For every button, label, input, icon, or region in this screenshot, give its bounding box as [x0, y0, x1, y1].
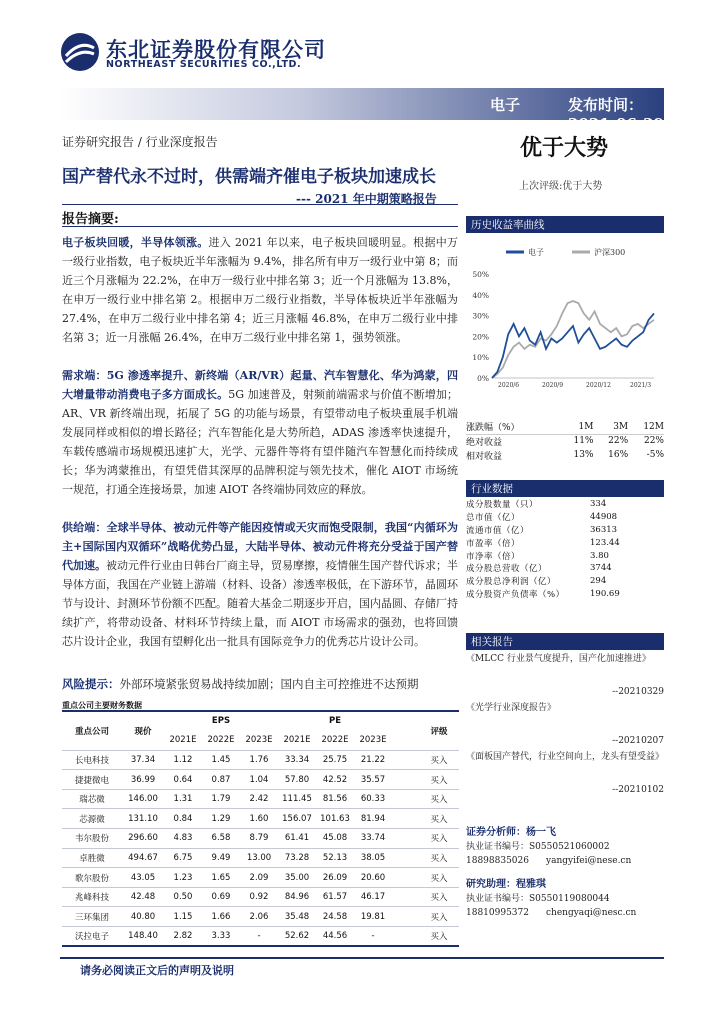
related-report-date: --20210207: [612, 736, 664, 746]
industry-value: 123.44: [590, 537, 620, 548]
y-tick-label: 20%: [472, 332, 489, 342]
perf-header: 12M: [628, 420, 664, 434]
analyst-phone: 18898835026: [466, 856, 529, 866]
table-cell: 13.00: [246, 852, 272, 863]
table-cell: 1.79: [211, 794, 231, 805]
series-line: [492, 301, 654, 378]
industry-value: 44908: [590, 512, 618, 523]
x-tick-label: 2020/12: [586, 382, 611, 389]
industry-key: 市盈率（倍）: [466, 538, 521, 549]
table-cell: 73.28: [284, 852, 310, 863]
table-cell: 2.82: [173, 931, 193, 942]
industry-value: 3744: [590, 563, 612, 574]
year-header: 2021E: [169, 735, 197, 746]
related-report[interactable]: [466, 652, 664, 701]
related-reports: [466, 652, 664, 799]
chart-heading: 历史收益率曲线: [466, 216, 664, 233]
table-cell: 2.42: [249, 794, 269, 805]
x-tick-label: 2020/6: [498, 382, 520, 389]
paragraph-lead: 供给端：全球半导体、被动元件等产能因疫情或天灾而饱受限制，我国“内循环为主+国际国内双循环”战略优势凸显，大陆半导体、被动元件将充分受益于国产替代加速。: [62, 521, 458, 572]
table-cell: 20.60: [360, 872, 386, 883]
paragraph-text: 被动元件行业由日韩台厂商主导，贸易摩擦，疫情催生国产替代诉求；半导体方面，我国在产业链上游端（材料、设备）渗透率极低，在下游环节，晶圆环节与设计、封测环节份额不匹配。随着大基金二期逐步开启，国内晶圆、存储厂持续扩产，将带动设备、材料环节持续上量，而 AIOT 市场需求的强劲，也将回馈芯片设计企业，我国有望孵化出一批具有国际竞争力的优秀芯片设计公司。: [62, 559, 458, 648]
table-cell: 24.58: [322, 911, 348, 922]
table-cell: 9.49: [211, 852, 231, 863]
fin-table-title: 重点公司主要财务数据: [62, 700, 142, 710]
table-cell: 1.65: [211, 872, 231, 883]
industry-heading: 行业数据: [466, 480, 664, 497]
table-cell: 0.92: [249, 892, 269, 903]
industry-row: [466, 511, 664, 524]
industry-key: 流通市值（亿）: [466, 525, 530, 536]
table-row: [62, 907, 459, 927]
table-cell: 0.50: [173, 892, 193, 903]
table-cell: 60.33: [360, 794, 386, 805]
table-cell: 21.22: [360, 754, 386, 765]
industry-value: 3.80: [590, 550, 609, 561]
industry-key: 成分股数量（只）: [466, 500, 539, 511]
table-cell: 35.48: [284, 911, 310, 922]
perf-cell: 绝对收益: [466, 437, 503, 448]
table-row: [62, 848, 459, 868]
report-subtitle: --- 2021 年中期策略报告: [296, 192, 437, 206]
company-name: 三环集团: [74, 912, 109, 923]
table-row: [62, 750, 459, 770]
risk-text: 外部环境紧张贸易战持续加剧；国内自主可控推进不达预期: [119, 677, 419, 691]
table-cell: 296.60: [128, 833, 158, 844]
rating-cell: 买入: [430, 853, 448, 864]
table-cell: 19.81: [360, 911, 386, 922]
table-cell: 46.17: [360, 892, 386, 903]
y-tick-label: 10%: [472, 353, 489, 363]
legend-label: 电子: [528, 248, 544, 257]
x-tick-label: 2020/9: [542, 382, 564, 389]
risk-label: 风险提示：: [62, 677, 120, 691]
title-divider: [62, 204, 458, 205]
table-cell: 52.13: [322, 852, 348, 863]
table-cell: 43.05: [130, 872, 156, 883]
analyst-name: 杨一飞: [526, 827, 556, 838]
related-report-title[interactable]: 《MLCC 行业景气度提升，国产化加速推进》: [466, 654, 651, 664]
related-report[interactable]: [466, 701, 664, 750]
assistant-phone: 18810995372: [466, 908, 529, 918]
table-cell: 156.07: [282, 813, 312, 824]
table-cell: 44.56: [322, 931, 348, 942]
industry-body: [466, 498, 664, 600]
industry-table: [466, 498, 664, 600]
related-heading: 相关报告: [466, 633, 664, 650]
y-tick-label: 0%: [477, 374, 489, 383]
perf-header: 1M: [559, 420, 594, 434]
x-tick-label: 2021/3: [630, 382, 652, 389]
related-report[interactable]: [466, 750, 664, 799]
fin-table-body: [62, 750, 459, 946]
table-cell: 40.80: [130, 911, 156, 922]
header-banner: [60, 88, 664, 133]
company-name: 捷捷微电: [74, 775, 109, 786]
table-cell: 1.29: [211, 813, 231, 824]
report-type: 证券研究报告 / 行业深度报告: [62, 135, 218, 149]
table-cell: 35.00: [284, 872, 310, 883]
paragraph-lead: 电子板块回暖，半导体领涨。: [62, 236, 209, 249]
table-row: [62, 809, 459, 829]
paragraph-supply: [62, 518, 458, 651]
industry-key: 成分股总营收（亿）: [466, 564, 548, 575]
legend-label: 沪深300: [594, 248, 626, 257]
table-cell: 52.62: [284, 931, 310, 942]
table-cell: 8.79: [249, 833, 269, 844]
paragraph-text: 进入 2021 年以来，电子板块回暖明显。根据中万一级行业指数，电子板块近半年涨幅为 9.4%，排名所有申万一级行业中第 8；而近三个月涨幅为 22.2%，在申万一级行业中排名第 3；近一个月涨幅为 13.8%，在申万一级行业中排名第 2。根据申万二级行业指数，半导体板块近半年涨幅为 27.4%，在申万二级行业中排名第 4；近三月涨幅 46.8%，在申万二级行业中排名第 3；近一月涨幅 26.4%，在申万二级行业中排名第 1，强势领涨。: [62, 236, 458, 344]
perf-cell: -5%: [646, 450, 664, 460]
table-cell: 42.48: [130, 892, 156, 903]
rating-cell: 买入: [430, 873, 448, 884]
assistant-role: 研究助理：: [466, 879, 516, 890]
table-cell: 1.23: [173, 872, 193, 883]
paragraph-performance: [62, 233, 458, 347]
abstract-heading: 报告摘要:: [62, 212, 119, 227]
table-cell: 1.12: [173, 754, 193, 765]
table-cell: 61.41: [284, 833, 310, 844]
table-cell: 84.96: [284, 892, 310, 903]
table-cell: 0.69: [211, 892, 231, 903]
footer-divider: [60, 957, 664, 959]
perf-body: [466, 434, 664, 462]
table-cell: 4.83: [173, 833, 193, 844]
fin-table: [62, 710, 459, 947]
industry-value: 190.69: [590, 588, 620, 599]
table-cell: 494.67: [128, 852, 158, 863]
table-row: [62, 927, 459, 947]
year-header: 2021E: [283, 735, 311, 746]
analyst-role: 证券分析师：: [466, 827, 526, 838]
related-report-date: --20210329: [612, 687, 664, 697]
table-cell: 146.00: [128, 794, 158, 805]
return-chart: [466, 238, 664, 398]
perf-cell: 22%: [643, 436, 664, 447]
year-header: 2022E: [207, 735, 235, 746]
year-header: 2022E: [321, 735, 349, 746]
company-logo: [60, 30, 330, 74]
table-row: [62, 829, 459, 849]
perf-header: 涨跌幅（%）: [466, 420, 559, 434]
col-price: 现价: [122, 711, 164, 750]
industry-key: 成分股资产负债率（%）: [466, 589, 565, 600]
y-tick-label: 30%: [472, 311, 489, 321]
table-cell: 1.60: [249, 813, 269, 824]
year-header: 2023E: [359, 735, 387, 746]
paragraph-demand: [62, 366, 458, 499]
industry-value: 36313: [590, 524, 618, 535]
table-cell: 0.87: [211, 774, 231, 785]
footer-note: 请务必阅读正文后的声明及说明: [80, 964, 234, 977]
assistant-cert: 执业证书编号：S0550119080044: [466, 894, 610, 904]
table-row: [62, 789, 459, 809]
table-row: [62, 887, 459, 907]
table-cell: 81.94: [360, 813, 386, 824]
related-report-title[interactable]: 《面板国产替代，行业空间向上，龙头有望受益》: [466, 752, 665, 762]
table-cell: 61.57: [322, 892, 348, 903]
table-row: [62, 770, 459, 790]
assistant-name: 程雅琪: [516, 879, 546, 890]
perf-header-row: [466, 420, 664, 434]
company-name: 沃拉电子: [74, 932, 109, 943]
table-cell: 148.40: [128, 931, 158, 942]
table-cell: 1.31: [173, 794, 193, 805]
sector-label: 电子: [490, 96, 521, 114]
table-row: [62, 868, 459, 888]
performance-table: [466, 420, 664, 462]
table-cell: 3.33: [211, 931, 231, 942]
company-name: 长电科技: [74, 755, 109, 766]
col-eps: EPS: [164, 711, 278, 731]
table-cell: 1.04: [249, 774, 269, 785]
table-cell: 33.34: [284, 754, 310, 765]
perf-cell: 11%: [573, 436, 594, 447]
industry-row: [466, 536, 664, 549]
rating: 优于大势: [520, 135, 609, 161]
company-name: 兆峰科技: [74, 893, 109, 904]
table-cell: 35.57: [360, 774, 386, 785]
table-cell: 38.05: [360, 852, 386, 863]
table-cell: 26.09: [322, 872, 348, 883]
table-cell: 131.10: [128, 813, 158, 824]
y-tick-label: 50%: [472, 270, 489, 279]
industry-key: 市净率（倍）: [466, 551, 521, 562]
related-report-title[interactable]: 《光学行业深度报告》: [466, 703, 557, 713]
company-name: 芯源微: [79, 814, 105, 825]
perf-row: [466, 434, 664, 448]
company-name-en: NORTHEAST SECURITIES CO.,LTD.: [106, 59, 302, 70]
table-cell: 1.45: [211, 754, 231, 765]
perf-row: [466, 448, 664, 462]
table-cell: -: [371, 931, 375, 942]
table-cell: 36.99: [130, 774, 156, 785]
industry-value: 334: [590, 499, 607, 510]
table-cell: 1.15: [173, 911, 193, 922]
table-cell: 81.56: [322, 794, 348, 805]
assistant-email[interactable]: chengyaqi@nesc.cn: [546, 908, 637, 918]
table-cell: 0.84: [173, 813, 193, 824]
analyst-email[interactable]: yangyifei@nese.cn: [546, 856, 632, 866]
industry-value: 294: [590, 576, 607, 587]
table-cell: -: [257, 931, 261, 942]
company-name-cn: 东北证券股份有限公司: [106, 38, 326, 62]
perf-cell: 相对收益: [466, 451, 503, 462]
perf-cell: 16%: [608, 450, 629, 460]
last-rating: 上次评级:优于大势: [519, 181, 603, 192]
analyst-cert: 执业证书编号：S0550521060002: [466, 842, 610, 852]
col-rating: 评级: [419, 711, 459, 750]
y-tick-label: 40%: [472, 290, 489, 300]
industry-row: [466, 498, 664, 511]
table-cell: 6.75: [173, 852, 193, 863]
col-company: 重点公司: [62, 711, 122, 750]
rating-cell: 买入: [430, 834, 448, 845]
rating-cell: 买入: [430, 795, 448, 806]
perf-cell: 13%: [573, 450, 594, 460]
rating-cell: 买入: [430, 932, 448, 943]
company-name: 韦尔股份: [74, 834, 109, 845]
table-cell: 2.09: [249, 872, 269, 883]
industry-row: [466, 549, 664, 562]
rating-cell: 买入: [430, 893, 448, 904]
publish-date: 发布时间：2021-06-29: [568, 96, 664, 133]
risk-warning: [62, 676, 462, 692]
rating-cell: 买入: [430, 755, 448, 766]
industry-key: 成分股总净利润（亿）: [466, 577, 557, 588]
company-name: 卓胜微: [79, 853, 105, 864]
table-cell: 37.34: [130, 754, 156, 765]
industry-key: 总市值（亿）: [466, 513, 521, 524]
table-cell: 25.75: [322, 754, 348, 765]
abstract-divider: [62, 226, 458, 227]
table-cell: 33.74: [360, 833, 386, 844]
company-name: 歌尔股份: [74, 873, 109, 884]
rating-cell: 买入: [430, 775, 448, 786]
perf-header: 3M: [593, 420, 628, 434]
col-pe: PE: [278, 711, 392, 731]
analyst-info: [466, 826, 664, 920]
paragraph-text: 5G 加速普及，射频前端需求与价值不断增加；AR、VR 新终端出现，拓展了 5G 的功能与场景，有望带动电子板块重展手机端发展同样或相似的增长路径；汽车智能化是大势所趋，ADAS 渗透率快速提升，车载传感端市场规模迅速扩大，光学、元器件等将有望伴随汽车智慧化而持续成长；华为鸿蒙推出，有望凭借其深厚的品牌积淀与领先技术，催化 AIOT 市场统一规范，打通全连接场景，加速 AIOT 各终端协同效应的释放。: [62, 388, 459, 496]
table-cell: 1.66: [211, 911, 231, 922]
table-cell: 57.80: [284, 774, 310, 785]
company-logo-icon: [60, 32, 100, 72]
industry-row: [466, 575, 664, 588]
report-title: 国产替代永不过时，供需端齐催电子板块加速成长: [62, 167, 436, 187]
industry-row: [466, 588, 664, 601]
related-report-date: --20210102: [612, 785, 664, 795]
table-cell: 101.63: [320, 813, 350, 824]
industry-row: [466, 562, 664, 575]
table-cell: 42.52: [322, 774, 348, 785]
year-header: 2023E: [245, 735, 273, 746]
company-name: 瑞芯微: [79, 795, 105, 806]
table-cell: 111.45: [282, 794, 312, 805]
table-cell: 0.64: [173, 774, 193, 785]
perf-cell: 22%: [608, 436, 629, 447]
rating-cell: 买入: [430, 912, 448, 923]
table-cell: 2.06: [249, 911, 269, 922]
table-cell: 45.08: [322, 833, 348, 844]
paragraph-lead: 需求端：5G 渗透率提升、新终端（AR/VR）起量、汽车智慧化、华为鸿蒙，四大增量带动消费电子多方面成长。: [62, 369, 458, 401]
table-cell: 6.58: [211, 833, 231, 844]
rating-cell: 买入: [430, 814, 448, 825]
table-cell: 1.76: [249, 754, 269, 765]
industry-row: [466, 524, 664, 537]
